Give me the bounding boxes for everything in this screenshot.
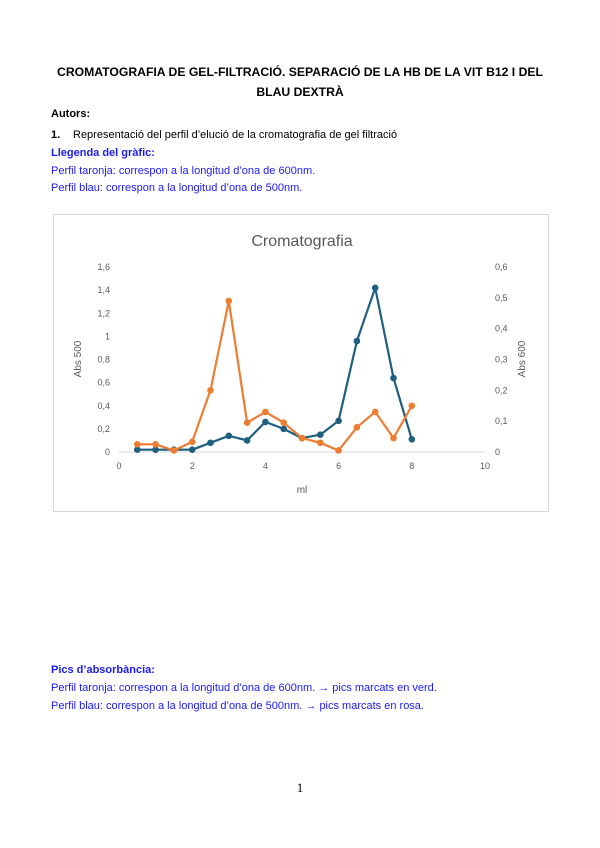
- blue-series-point: [189, 446, 196, 453]
- y-right-tick-label: 0,3: [495, 354, 508, 365]
- chart-title: Cromatografia: [251, 233, 353, 250]
- page-number: 1: [296, 780, 304, 795]
- item-text: Representació del perfil d’elució de la cromatografia de gel filtració: [73, 129, 398, 141]
- orange-series-point: [372, 409, 379, 416]
- y-right-tick-label: 0,6: [495, 262, 508, 272]
- document-title: CROMATOGRAFIA DE GEL-FILTRACIÓ. SEPARACIÓ DE LA HB DE LA VIT B12 I DEL BLAU DEXTRÀ: [57, 65, 543, 99]
- orange-series-point: [409, 402, 416, 409]
- y-left-tick-label: 0,6: [97, 377, 110, 388]
- blue-series-line: [137, 288, 412, 450]
- orange-series-point: [226, 298, 233, 305]
- chart-series: [134, 285, 415, 454]
- y-left-tick-label: 1,2: [97, 308, 110, 319]
- orange-series-point: [152, 441, 159, 448]
- y-right-tick-label: 0,2: [495, 385, 508, 396]
- orange-series-point: [299, 435, 306, 442]
- y-left-tick-label: 1,4: [97, 285, 110, 296]
- blue-series-point: [317, 431, 324, 438]
- x-tick-label: 6: [336, 461, 342, 471]
- blue-series-point: [372, 285, 379, 292]
- orange-series-point: [262, 409, 269, 416]
- orange-series-point: [317, 439, 324, 446]
- blue-series-point: [207, 439, 214, 446]
- y-left-tick-label: 0,4: [97, 400, 110, 411]
- orange-series-point: [189, 439, 196, 446]
- peaks-blue-text: Perfil blau: correspon a la longitud d’ona de 500nm. → pics marcats en rosa.: [51, 700, 424, 712]
- chromatography-chart: [54, 215, 550, 513]
- y-left-tick-label: 1,6: [97, 262, 110, 272]
- orange-series-point: [244, 419, 251, 426]
- orange-series-point: [335, 447, 342, 454]
- x-tick-label: 0: [116, 461, 122, 471]
- peaks-heading: Pics d’absorbància:: [51, 664, 155, 676]
- y-left-tick-label: 0,8: [97, 354, 110, 365]
- x-axis-label: ml: [296, 485, 308, 496]
- orange-series-line: [137, 301, 412, 451]
- y-right-tick-label: 0,4: [495, 323, 508, 334]
- blue-series-point: [335, 417, 342, 424]
- blue-series-point: [354, 338, 361, 345]
- blue-series-point: [244, 437, 251, 444]
- legend-orange-text: Perfil taronja: correspon a la longitud d’ona de 600nm.: [51, 165, 316, 177]
- blue-series-point: [280, 426, 287, 433]
- y-right-tick-label: 0: [495, 447, 501, 457]
- blue-series-point: [409, 436, 416, 443]
- orange-series-point: [280, 419, 287, 426]
- y-right-tick-label: 0,5: [495, 292, 508, 303]
- blue-series-point: [390, 375, 397, 382]
- y-left-tick-label: 0: [104, 447, 110, 457]
- legend-heading: Llegenda del gràfic:: [51, 147, 155, 159]
- y-left-tick-label: 1: [104, 331, 110, 342]
- chart-container: [53, 214, 549, 512]
- item-1: [51, 129, 397, 141]
- x-tick-label: 4: [262, 461, 268, 471]
- x-tick-label: 8: [409, 461, 415, 471]
- x-tick-label: 2: [189, 461, 195, 471]
- y-right-tick-label: 0,1: [495, 416, 508, 427]
- authors-label: Autors:: [51, 108, 91, 120]
- blue-series-point: [226, 433, 233, 440]
- y-axis-left-label: Abs 500: [73, 340, 84, 378]
- orange-series-point: [134, 441, 141, 448]
- blue-series-point: [262, 419, 269, 426]
- peaks-orange-text: Perfil taronja: correspon a la longitud d’ona de 600nm. → pics marcats en verd.: [51, 682, 437, 694]
- orange-series-point: [390, 435, 397, 442]
- y-axis-right-label: Abs 600: [517, 340, 528, 378]
- y-left-tick-label: 0,2: [97, 423, 110, 434]
- x-tick-label: 10: [479, 461, 491, 471]
- orange-series-point: [171, 447, 178, 454]
- item-number: 1.: [51, 129, 61, 141]
- orange-series-point: [354, 424, 361, 431]
- orange-series-point: [207, 387, 214, 394]
- legend-blue-text: Perfil blau: correspon a la longitud d’ona de 500nm.: [51, 182, 303, 194]
